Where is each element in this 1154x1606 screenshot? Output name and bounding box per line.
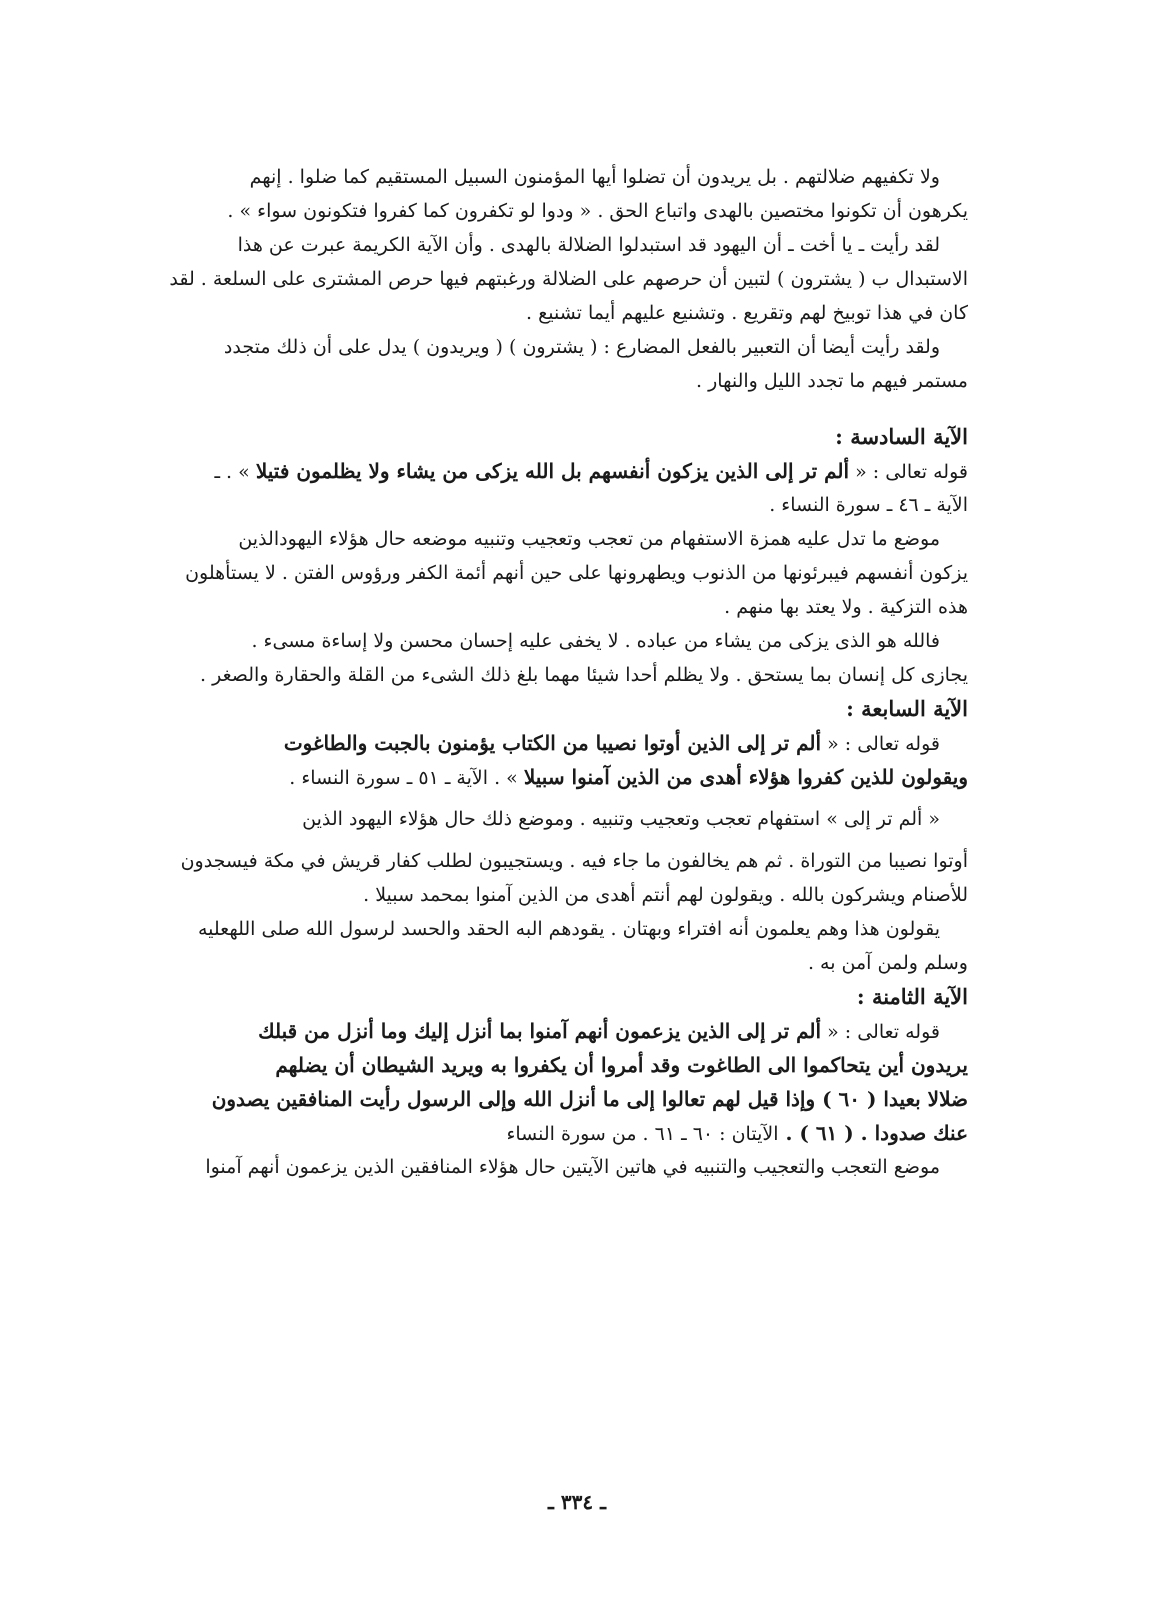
text-line: أوتوا نصيبا من التوراة . ثم هم يخالفون ما جاء فيه . ويستجيبون لطلب كفار قريش في مكة فيسجدون (180, 850, 968, 872)
verse-line (160, 1014, 968, 1048)
verse-text: يريدون أين يتحاكموا الى الطاغوت وقد أمروا أن يكفروا به ويريد الشيطان أن يضلهم (275, 1053, 968, 1077)
text-line: يكرهون أن تكونوا مختصين بالهدى واتباع الحق . « ودوا لو تكفرون كما كفروا فتكونون سواء » . (227, 200, 968, 222)
verse-reference: الآيتان : ٦٠ ـ ٦١ . من سورة النساء (506, 1123, 779, 1145)
section-verse-8 (160, 980, 968, 1184)
page-body (160, 160, 968, 1184)
text-line: « ألم تر إلى » استفهام تعجب وتعجيب وتنبيه . وموضع ذلك حال هؤلاء اليهود الذين (302, 808, 940, 830)
verse-intro: قوله تعالى : « (821, 1021, 940, 1043)
spacer (160, 398, 968, 420)
verse-line (160, 726, 968, 760)
section-verse-6 (160, 420, 968, 692)
text-line: للأصنام ويشركون بالله . ويقولون لهم أنتم أهدى من الذين آمنوا بمحمد سبيلا . (363, 884, 968, 906)
verse-line (160, 1116, 968, 1150)
text-line: هذه التزكية . ولا يعتد بها منهم . (724, 596, 968, 618)
spacer (160, 794, 968, 802)
verse-text: عنك صدودا . ( ٦١ ) . (778, 1121, 968, 1145)
section-heading: الآية السادسة : (835, 424, 968, 449)
verse-reference: الآية ـ ٥١ ـ سورة النساء . (289, 767, 489, 789)
section-heading: الآية السابعة : (846, 696, 968, 721)
text-line: ولا تكفيهم ضلالتهم . بل يريدون أن تضلوا أيها المؤمنون السبيل المستقيم كما ضلوا . إنهم (249, 166, 940, 188)
verse-text: ويقولون للذين كفروا هؤلاء أهدى من الذين آمنوا سبيلا (523, 765, 968, 789)
verse-text: ألم تر إلى الذين يزعمون أنهم آمنوا بما أنزل إليك وما أنزل من قبلك (258, 1019, 822, 1043)
paragraph-block-1 (160, 160, 968, 398)
text-line: موضع ما تدل عليه همزة الاستفهام من تعجب وتعجيب وتنبيه موضعه حال هؤلاء اليهودالذين (238, 528, 940, 550)
verse-intro: قوله تعالى : « (849, 461, 968, 483)
text-line: لقد رأيت ـ يا أخت ـ أن اليهود قد استبدلوا الضلالة بالهدى . وأن الآية الكريمة عبرت عن هذا (237, 234, 940, 256)
text-line: كان في هذا توبيخ لهم وتقريع . وتشنيع عليهم أيما تشنيع . (526, 302, 968, 324)
verse-line (160, 454, 968, 488)
text-line: فالله هو الذى يزكى من يشاء من عباده . لا يخفى عليه إحسان محسن ولا إساءة مسىء . (251, 630, 940, 652)
text-line: الاستبدال ب ( يشترون ) لتبين أن حرصهم على الضلالة ورغبتهم فيها حرص المشترى على السلعة . لقد (169, 268, 968, 290)
verse-line (160, 760, 968, 794)
verse-close: » . ـ (214, 461, 256, 483)
section-heading: الآية الثامنة : (856, 984, 968, 1009)
verse-reference: الآية ـ ٤٦ ـ سورة النساء . (769, 494, 968, 516)
text-line: يزكون أنفسهم فيبرئونها من الذنوب ويطهرونها على حين أنهم أئمة الكفر ورؤوس الفتن . لا يستأهلون (185, 562, 968, 584)
section-verse-7 (160, 692, 968, 980)
verse-text: ضلالا بعيدا ( ٦٠ ) وإذا قيل لهم تعالوا إلى ما أنزل الله وإلى الرسول رأيت المنافقين يصدون (211, 1087, 968, 1111)
text-line: مستمر فيهم ما تجدد الليل والنهار . (696, 370, 968, 392)
verse-intro: قوله تعالى : « (821, 733, 940, 755)
verse-text: ألم تر إلى الذين يزكون أنفسهم بل الله يزكى من يشاء ولا يظلمون فتيلا (255, 459, 850, 483)
text-line: يجازى كل إنسان بما يستحق . ولا يظلم أحدا شيئا مهما بلغ ذلك الشىء من القلة والحقارة والصغر . (200, 664, 968, 686)
page-number: ـ ٣٣٤ ـ (548, 1490, 606, 1514)
text-line: يقولون هذا وهم يعلمون أنه افتراء وبهتان . يقودهم البه الحقد والحسد لرسول الله صلى اللهعليه (197, 918, 940, 940)
spacer (160, 836, 968, 844)
verse-text: ألم تر إلى الذين أوتوا نصيبا من الكتاب يؤمنون بالجبت والطاغوت (283, 731, 822, 755)
text-line: وسلم ولمن آمن به . (807, 952, 968, 974)
verse-close: » . (488, 767, 524, 789)
text-line: ولقد رأيت أيضا أن التعبير بالفعل المضارع : ( يشترون ) ( ويريدون ) يدل على أن ذلك متجدد (223, 336, 940, 358)
text-line: موضع التعجب والتعجيب والتنبيه في هاتين الآيتين حال هؤلاء المنافقين الذين يزعمون أنهم آمنوا (205, 1156, 940, 1178)
